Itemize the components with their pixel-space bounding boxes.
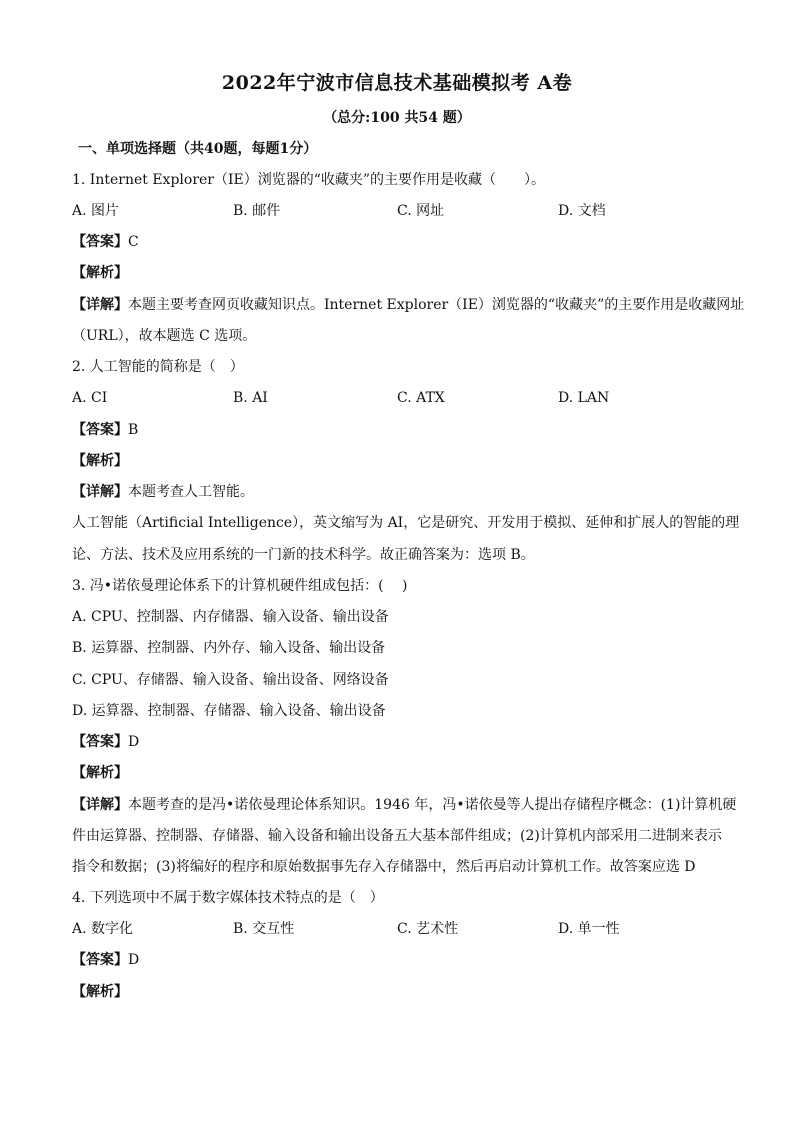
q1-answer [72,232,732,252]
detail-tag: 【详解】 [72,797,128,813]
q2-detail-line-3: 论、方法、技术及应用系统的一门新的技术科学。故正确答案为：选项 B。 [72,547,535,563]
answer-value: D [128,952,140,968]
q4-option-c: C. 艺术性 [397,921,459,937]
q1-option-c: C. 网址 [397,203,445,219]
q2-option-a: A. CI [72,390,108,406]
q3-option-d: D. 运算器、控制器、存储器、输入设备、输出设备 [72,703,386,719]
q1-option-a: A. 图片 [72,203,120,219]
q3-option-a: A. CPU、控制器、内存储器、输入设备、输出设备 [72,609,389,625]
answer-tag: 【答案】 [72,952,128,968]
answer-value: B [128,422,139,438]
q2-detail-line-1 [72,482,732,502]
page-subtitle: （总分:100 共54 题） [323,110,471,126]
q4-answer [72,950,732,970]
q4-stem: 4. 下列选项中不属于数字媒体技术特点的是（ ） [72,890,384,906]
analysis-tag: 【解析】 [72,984,128,1000]
q3-detail-line-2: 件由运算器、控制器、存储器、输入设备和输出设备五大基本部件组成；(2)计算机内部采用二进制来表示 [72,828,722,844]
answer-tag: 【答案】 [72,422,128,438]
detail-text: 本题考查人工智能。 [128,484,254,500]
q1-option-d: D. 文档 [558,203,606,219]
q3-stem: 3. 冯•诺依曼理论体系下的计算机硬件组成包括：( ) [72,578,408,594]
q2-option-d: D. LAN [558,390,610,406]
section-heading: 一、单项选择题（共40题，每题1分） [78,141,318,157]
q4-analysis-tag [72,982,732,1002]
q3-detail-line-3: 指令和数据；(3)将编好的程序和原始数据事先存入存储器中，然后再启动计算机工作。故答案应选 D [72,859,696,875]
q3-detail-line-1 [72,795,737,815]
q2-analysis-tag [72,451,732,471]
q2-answer [72,420,732,440]
q1-analysis-tag [72,263,732,283]
answer-value: C [128,234,139,250]
q4-option-a: A. 数字化 [72,921,134,937]
q1-option-b: B. 邮件 [233,203,281,219]
detail-tag: 【详解】 [72,484,128,500]
q3-option-c: C. CPU、存储器、输入设备、输出设备、网络设备 [72,672,389,688]
q3-analysis-tag [72,763,732,783]
q4-option-b: B. 交互性 [233,921,295,937]
answer-value: D [128,734,140,750]
detail-text: 本题考查的是冯•诺依曼理论体系知识。1946 年，冯•诺依曼等人提出存储程序概念：(1)计算机硬 [128,797,737,813]
analysis-tag: 【解析】 [72,453,128,469]
page-title: 2022年宁波市信息技术基础模拟考 A卷 [221,72,573,94]
analysis-tag: 【解析】 [72,265,128,281]
detail-tag: 【详解】 [72,297,128,313]
detail-text: 本题主要考查网页收藏知识点。Internet Explorer（IE）浏览器的“收藏夹”的主要作用是收藏网址 [128,297,745,313]
q2-option-b: B. AI [233,390,268,406]
q2-option-c: C. ATX [397,390,445,406]
answer-tag: 【答案】 [72,234,128,250]
q1-detail-line-1 [72,295,745,315]
q2-stem: 2. 人工智能的简称是（ ） [72,359,244,375]
q3-answer [72,732,732,752]
q1-detail-line-2: （URL），故本题选 C 选项。 [72,328,257,344]
q2-detail-line-2: 人工智能（Artificial Intelligence），英文缩写为 AI，它是研究、开发用于模拟、延伸和扩展人的智能的理 [72,515,740,531]
q4-option-d: D. 单一性 [558,921,620,937]
q1-stem: 1. Internet Explorer（IE）浏览器的“收藏夹”的主要作用是收藏（ ）。 [72,172,546,188]
q3-option-b: B. 运算器、控制器、内外存、输入设备、输出设备 [72,640,386,656]
answer-tag: 【答案】 [72,734,128,750]
analysis-tag: 【解析】 [72,765,128,781]
